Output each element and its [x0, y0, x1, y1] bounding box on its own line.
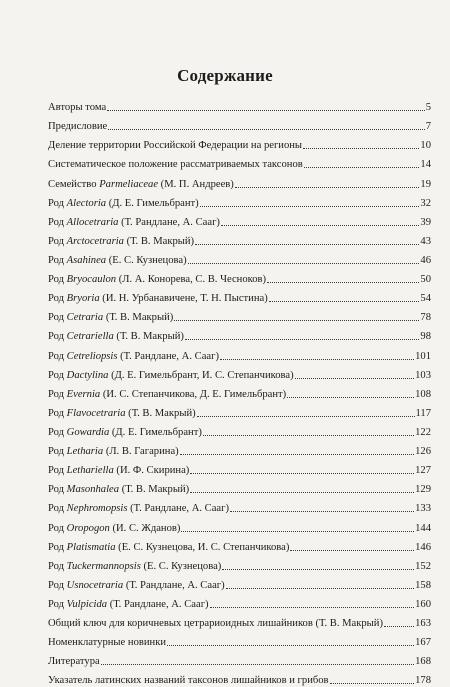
toc-entry-prefix: Род [48, 369, 67, 381]
toc-entry-authors: (Е. С. Кузнецова) [140, 560, 222, 572]
toc-entry-page-number: 101 [415, 350, 431, 362]
toc-entry-page-number: 43 [420, 235, 431, 247]
toc-entry-title [48, 618, 383, 630]
toc-entry-authors: (Т. Рандлане, А. Сааг) [107, 598, 209, 610]
toc-entry-page-number: 108 [415, 388, 431, 400]
toc-entry-prefix: Род [48, 254, 67, 266]
dot-leader [188, 263, 420, 264]
toc-entry-prefix: Род [48, 426, 67, 438]
dot-leader [295, 378, 414, 379]
toc-entry-title [48, 675, 329, 687]
toc-entry-taxon: Arctocetraria [66, 235, 124, 247]
toc-entry-authors: (Т. В. Макрый) [119, 484, 190, 496]
toc-entry [48, 439, 431, 458]
toc-entry-title [48, 503, 229, 515]
toc-entry-authors: (Т. Рандлане, А. Сааг) [118, 216, 220, 228]
dot-leader [197, 416, 415, 417]
toc-entry-title [48, 331, 184, 343]
toc-entry-taxon: Nephromopsis [66, 503, 128, 515]
dot-leader [287, 397, 414, 398]
toc-entry [48, 229, 431, 248]
toc-entry-taxon: Letharia [66, 446, 104, 458]
toc-entry-page-number: 144 [415, 522, 431, 534]
toc-entry-title [48, 427, 202, 439]
toc-entry-title [48, 408, 196, 420]
toc-entry-authors: (Т. В. Макрый) [123, 235, 195, 247]
dot-leader [107, 110, 425, 111]
toc-entry-page-number: 117 [415, 407, 431, 419]
toc-entry-page-number: 78 [420, 312, 431, 324]
toc-entry-taxon: Allocetraria [66, 216, 119, 228]
toc-entry [48, 458, 431, 477]
toc-entry [48, 649, 431, 668]
toc-entry-authors: (Д. Е. Гимельбрант, И. С. Степанчикова) [108, 369, 294, 381]
toc-entry-taxon: Vulpicida [66, 598, 108, 610]
toc-entry [48, 286, 431, 305]
toc-entry [48, 267, 431, 286]
toc-entry-prefix: Род [48, 197, 67, 209]
toc-entry-authors: (Т. В. Макрый) [125, 407, 196, 419]
toc-entry-taxon: Bryoria [66, 293, 100, 305]
toc-entry [48, 382, 431, 401]
toc-entry [48, 477, 431, 496]
toc-entry-title [48, 484, 189, 496]
toc-entry-page-number: 160 [415, 598, 431, 610]
toc-entry-taxon: Oropogon [66, 522, 110, 534]
toc-entry-title [48, 465, 189, 477]
toc-entry [48, 95, 431, 114]
toc-entry-prefix: Деление территории Российской Федерации на регионы [48, 140, 303, 152]
toc-entry-title [48, 561, 221, 573]
toc-entry-title [48, 580, 225, 592]
page-title: Содержание [177, 66, 273, 85]
toc-entry-taxon: Gowardia [66, 426, 110, 438]
toc-entry-taxon: Alectoria [66, 197, 107, 209]
toc-entry-prefix: Род [48, 446, 67, 458]
dot-leader [290, 550, 414, 551]
dot-leader [190, 492, 414, 493]
toc-entry-title [48, 542, 289, 554]
toc-entry-taxon: Masonhalea [66, 484, 120, 496]
toc-entry-title [48, 370, 294, 382]
dot-leader [195, 244, 419, 245]
toc-entry-prefix: Общий ключ для коричневых цетрариоидных лишайников [48, 618, 316, 630]
dot-leader [190, 473, 414, 474]
toc-entry-prefix: Семейство [48, 178, 100, 190]
toc-entry-prefix: Род [48, 293, 67, 305]
toc-entry-title [48, 255, 187, 267]
toc-entry-authors: (Т. В. Макрый) [103, 312, 174, 324]
toc-entry [48, 343, 431, 362]
toc-entry-page-number: 7 [425, 121, 431, 133]
toc-entry-prefix: Род [48, 312, 67, 324]
dot-leader [203, 435, 414, 436]
toc-entry-title [48, 293, 268, 305]
toc-entry-page-number: 178 [415, 675, 431, 687]
toc-entry-title [48, 599, 209, 611]
toc-entry-prefix: Род [48, 560, 67, 572]
dot-leader [108, 129, 424, 130]
toc-entry-prefix: Авторы тома [48, 102, 107, 114]
dot-leader [167, 645, 414, 646]
toc-entry-page-number: 167 [415, 637, 431, 649]
toc-entry-prefix: Предисловие [48, 121, 108, 133]
toc-entry-taxon: Cetraria [66, 312, 104, 324]
toc-entry-title [48, 179, 234, 191]
toc-entry-authors: (Д. Е. Гимельбрант) [106, 197, 199, 209]
toc-entry-prefix: Род [48, 407, 67, 419]
toc-entry-prefix: Род [48, 598, 67, 610]
table-of-contents [48, 95, 431, 687]
toc-entry-page-number: 122 [415, 426, 431, 438]
dot-leader [267, 282, 419, 283]
dot-leader [185, 339, 420, 340]
toc-entry-title [48, 217, 220, 229]
toc-entry-page-number: 163 [415, 618, 431, 630]
toc-entry [48, 363, 431, 382]
toc-entry-page-number: 39 [420, 216, 431, 228]
toc-entry-authors: (Т. Рандлане, А. Сааг) [117, 350, 219, 362]
dot-leader [220, 359, 414, 360]
toc-entry-page-number: 14 [420, 159, 431, 171]
toc-entry [48, 171, 431, 190]
toc-entry [48, 324, 431, 343]
toc-entry-taxon: Bryocaulon [66, 274, 117, 286]
toc-entry [48, 152, 431, 171]
toc-entry-taxon: Cetrariella [66, 331, 114, 343]
dot-leader [226, 588, 414, 589]
toc-entry-prefix: Род [48, 350, 67, 362]
toc-entry-title [48, 523, 180, 535]
toc-entry-prefix: Род [48, 503, 67, 515]
dot-leader [210, 607, 415, 608]
toc-entry-authors: (И. С. Степанчикова, Д. Е. Гимельбрант) [100, 388, 287, 400]
dot-leader [180, 454, 414, 455]
toc-entry-page-number: 126 [415, 446, 431, 458]
toc-entry-authors: (Д. Е. Гимельбрант) [109, 426, 202, 438]
dot-leader [384, 626, 414, 627]
toc-entry [48, 133, 431, 152]
toc-entry-page-number: 5 [425, 102, 431, 114]
toc-entry-page-number: 46 [420, 254, 431, 266]
dot-leader [230, 511, 414, 512]
toc-entry-prefix: Род [48, 522, 67, 534]
toc-entry-authors: (Л. В. Гагарина) [103, 446, 179, 458]
toc-entry-title [48, 351, 219, 363]
dot-leader [181, 531, 414, 532]
toc-entry-page-number: 158 [415, 579, 431, 591]
toc-entry-taxon: Flavocetraria [66, 407, 126, 419]
dot-leader [235, 187, 420, 188]
dot-leader [304, 167, 420, 168]
toc-entry-title [48, 656, 100, 668]
toc-entry-page-number: 103 [415, 369, 431, 381]
toc-entry [48, 210, 431, 229]
toc-entry-authors: (И. Н. Урбанавичене, Т. Н. Пыстина) [99, 293, 268, 305]
toc-entry-page-number: 10 [420, 140, 431, 152]
dot-leader [221, 225, 419, 226]
dot-leader [269, 301, 420, 302]
toc-entry-prefix: Указатель латинских названий таксонов лишайников и грибов [48, 675, 329, 687]
toc-entry-page-number: 32 [420, 197, 431, 209]
toc-entry [48, 573, 431, 592]
toc-entry-page-number: 50 [420, 274, 431, 286]
dot-leader [222, 569, 414, 570]
toc-entry-title [48, 159, 303, 171]
toc-entry-page-number: 19 [420, 178, 431, 190]
toc-entry-taxon: Tuckermannopsis [66, 560, 141, 572]
toc-entry [48, 401, 431, 420]
toc-entry-authors: (Т. В. Макрый) [315, 618, 383, 630]
toc-entry-title [48, 102, 106, 114]
toc-entry-title [48, 312, 173, 324]
dot-leader [200, 206, 420, 207]
toc-entry-prefix: Род [48, 465, 67, 477]
toc-entry-page-number: 127 [415, 465, 431, 477]
toc-entry-taxon: Asahinea [66, 254, 107, 266]
toc-entry-prefix: Род [48, 216, 67, 228]
toc-entry [48, 191, 431, 210]
toc-entry [48, 535, 431, 554]
toc-entry-authors: (Т. В. Макрый) [113, 331, 184, 343]
toc-entry-taxon: Usnocetraria [66, 579, 124, 591]
toc-entry-title [48, 446, 179, 458]
toc-entry-prefix: Род [48, 235, 67, 247]
toc-entry [48, 420, 431, 439]
toc-entry-title [48, 198, 199, 210]
toc-entry [48, 630, 431, 649]
toc-entry-taxon: Parmeliaceae [99, 178, 159, 190]
toc-entry-taxon: Evernia [66, 388, 101, 400]
toc-entry-page-number: 98 [420, 331, 431, 343]
toc-entry-taxon: Cetreliopsis [66, 350, 118, 362]
toc-entry-authors: (И. Ф. Скирина) [113, 465, 190, 477]
toc-entry-prefix: Род [48, 579, 67, 591]
toc-entry [48, 668, 431, 687]
toc-entry-authors: (Е. С. Кузнецова) [106, 254, 187, 266]
toc-entry [48, 611, 431, 630]
toc-entry-page-number: 152 [415, 560, 431, 572]
toc-entry-title [48, 389, 286, 401]
toc-entry-authors: (Т. Рандлане, А. Сааг) [123, 579, 225, 591]
toc-entry-page-number: 129 [415, 484, 431, 496]
toc-entry-authors: (М. П. Андреев) [158, 178, 234, 190]
toc-entry-taxon: Lethariella [66, 465, 114, 477]
toc-entry-authors: (И. С. Жданов) [109, 522, 181, 534]
toc-entry-taxon: Dactylina [66, 369, 109, 381]
toc-entry-taxon: Platismatia [66, 541, 116, 553]
toc-entry-title [48, 140, 302, 152]
toc-entry-page-number: 133 [415, 503, 431, 515]
toc-entry-prefix: Род [48, 541, 67, 553]
toc-entry-prefix: Род [48, 274, 67, 286]
toc-entry [48, 114, 431, 133]
toc-entry [48, 592, 431, 611]
toc-entry-title [48, 121, 107, 133]
dot-leader [101, 664, 414, 665]
dot-leader [174, 320, 419, 321]
toc-entry-prefix: Литература [48, 656, 100, 668]
toc-entry-page-number: 146 [415, 541, 431, 553]
toc-entry [48, 248, 431, 267]
toc-entry-page-number: 54 [420, 293, 431, 305]
toc-entry-prefix: Систематическое положение рассматриваемых таксонов [48, 159, 303, 171]
dot-leader [330, 683, 415, 684]
toc-entry-title [48, 637, 166, 649]
toc-entry-prefix: Род [48, 388, 67, 400]
toc-entry-prefix: Род [48, 484, 67, 496]
toc-entry-title [48, 236, 194, 248]
toc-entry [48, 496, 431, 515]
toc-entry-title [48, 274, 266, 286]
toc-entry-prefix: Номенклатурные новинки [48, 637, 167, 649]
toc-entry-authors: (Т. Рандлане, А. Сааг) [127, 503, 229, 515]
toc-entry [48, 515, 431, 534]
toc-entry [48, 554, 431, 573]
toc-entry-prefix: Род [48, 331, 67, 343]
toc-entry-authors: (Е. С. Кузнецова, И. С. Степанчикова) [115, 541, 290, 553]
toc-entry-authors: (Л. А. Конорева, С. В. Чесноков) [116, 274, 267, 286]
dot-leader [303, 148, 419, 149]
toc-entry-page-number: 168 [415, 656, 431, 668]
toc-entry [48, 305, 431, 324]
